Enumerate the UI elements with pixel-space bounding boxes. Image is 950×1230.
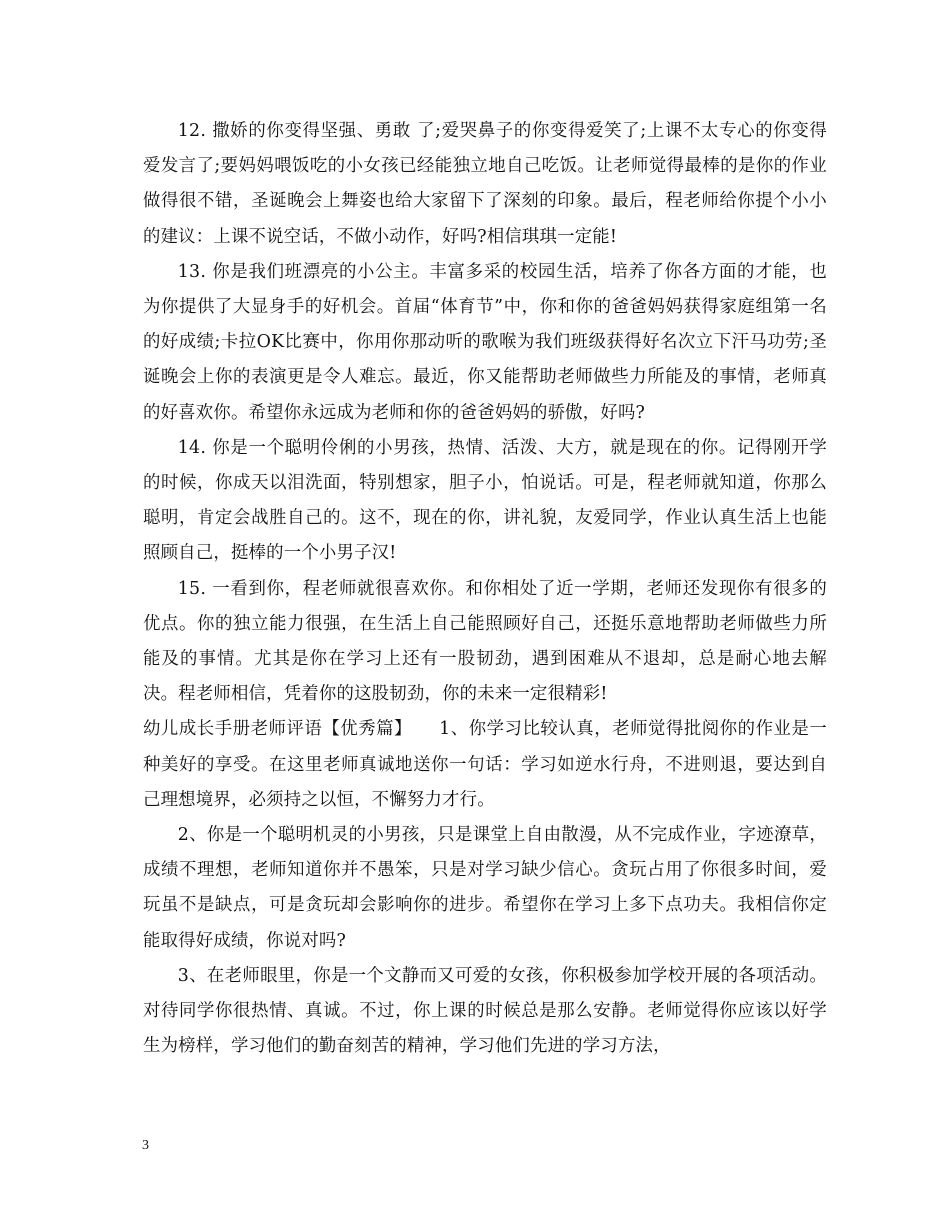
paragraph-13: 13. 你是我们班漂亮的小公主。丰富多采的校园生活，培养了你各方面的才能，也为你提供了大显身手的好机会。首届“体育节”中，你和你的爸爸妈妈获得家庭组第一名的好成绩;卡拉OK比赛中，你用你那动听的歌喉为我们班级获得好名次立下汗马功劳;圣诞晚会上你的表演更是令人难忘。最近，你又能帮助老师做些力所能及的事情，老师真的好喜欢你。希望你永远成为老师和你的爸爸妈妈的骄傲，好吗? bbox=[143, 261, 827, 423]
paragraph-12: 12. 撒娇的你变得坚强、勇敢 了;爱哭鼻子的你变得爱笑了;上课不太专心的你变得爱发言了;要妈妈喂饭吃的小女孩已经能独立地自己吃饭。让老师觉得最棒的是你的作业做得很不错，圣诞晚会上舞姿也给大家留下了深刻的印象。最后，程老师给你提个小小的建议：上课不说空话，不做小动作，好吗?相信琪琪一定能! bbox=[143, 121, 827, 247]
section-heading-paragraph: 幼儿成长手册老师评语【优秀篇】 1、你学习比较认真，老师觉得批阅你的作业是一种美好的享受。在这里老师真诚地送你一句话：学习如逆水行舟，不进则退，要达到自己理想境界，必须持之以恒，不懈努力才行。 bbox=[143, 719, 827, 810]
paragraph-2: 2、你是一个聪明机灵的小男孩，只是课堂上自由散漫，从不完成作业，字迹潦草，成绩不理想，老师知道你并不愚笨，只是对学习缺少信心。贪玩占用了你很多时间，爱玩虽不是缺点，可是贪玩却会影响你的进步。希望你在学习上多下点功夫。我相信你定能取得好成绩，你说对吗? bbox=[143, 825, 827, 951]
document-body bbox=[143, 114, 827, 1064]
paragraph-3: 3、在老师眼里，你是一个文静而又可爱的女孩，你积极参加学校开展的各项活动。对待同学你很热情、真诚。不过，你上课的时候总是那么安静。老师觉得你应该以好学生为榜样，学习他们的勤奋刻苦的精神，学习他们先进的学习方法， bbox=[143, 965, 827, 1057]
page-number: 3 bbox=[142, 1138, 149, 1153]
paragraph-15: 15. 一看到你，程老师就很喜欢你。和你相处了近一学期，老师还发现你有很多的优点。你的独立能力很强，在生活上自己能照顾好自己，还挺乐意地帮助老师做些力所能及的事情。尤其是你在学习上还有一股韧劲，遇到困难从不退却，总是耐心地去解决。程老师相信，凭着你的这股韧劲，你的未来一定很精彩! bbox=[143, 578, 827, 705]
paragraph-14: 14. 你是一个聪明伶俐的小男孩，热情、活泼、大方，就是现在的你。记得刚开学的时候，你成天以泪洗面，特别想家，胆子小，怕说话。可是，程老师就知道，你那么聪明，肯定会战胜自己的。这不，现在的你，讲礼貌，友爱同学，作业认真生活上也能照顾自己，挺棒的一个小男子汉! bbox=[143, 437, 827, 564]
